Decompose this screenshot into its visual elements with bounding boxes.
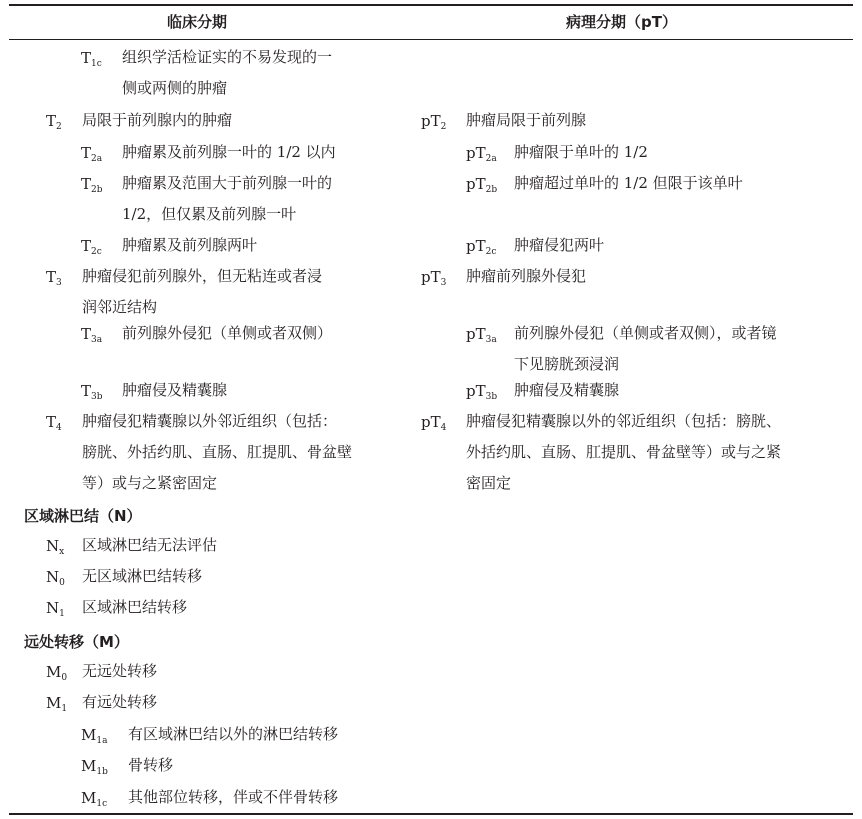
stage-description-pt3b bbox=[514, 375, 619, 406]
stage-code-t3: $T_3$ bbox=[46, 268, 62, 288]
stage-code-pt2a: $pT_{2a}$ bbox=[466, 144, 497, 164]
header-pathological: 病理分期（pT） bbox=[566, 13, 677, 31]
description-line: 肿瘤累及范围大于前列腺一叶的 bbox=[122, 174, 333, 192]
description-line: 前列腺外侵犯（单侧或者双侧） bbox=[122, 324, 333, 342]
description-line: 区域淋巴结无法评估 bbox=[82, 536, 218, 554]
description-line: 润邻近结构 bbox=[82, 298, 158, 316]
stage-description-t2c bbox=[122, 230, 257, 261]
stage-code-n1: $N_1$ bbox=[46, 599, 65, 619]
description-line: 其他部位转移，伴或不伴骨转移 bbox=[128, 788, 339, 806]
description-line: 肿瘤侵犯精囊腺以外邻近组织（包括： bbox=[82, 412, 338, 430]
stage-code-nx: $N_x$ bbox=[46, 537, 65, 557]
stage-description-pt3a bbox=[514, 318, 777, 380]
stage-code-t2b: $T_{2b}$ bbox=[81, 175, 103, 195]
description-line: 肿瘤限于单叶的 1/2 bbox=[514, 143, 648, 161]
description-line: 肿瘤侵及精囊腺 bbox=[514, 381, 620, 399]
description-line: 区域淋巴结转移 bbox=[82, 598, 188, 616]
description-line: 肿瘤侵犯两叶 bbox=[514, 236, 605, 254]
description-line: 外括约肌、直肠、肛提肌、骨盆壁等）或与之紧 bbox=[466, 443, 782, 461]
description-line: 肿瘤前列腺外侵犯 bbox=[466, 267, 587, 285]
stage-code-m1b: $M_{1b}$ bbox=[81, 757, 108, 777]
description-line: 无区域淋巴结转移 bbox=[82, 567, 203, 585]
stage-description-n1 bbox=[82, 592, 187, 623]
stage-code-t1c: $T_{1c}$ bbox=[81, 49, 102, 69]
section-distant-metastasis: 远处转移（M） bbox=[24, 633, 129, 651]
description-line: 密固定 bbox=[466, 474, 512, 492]
description-line: 下见膀胱颈浸润 bbox=[514, 355, 620, 373]
description-line: 有远处转移 bbox=[82, 693, 158, 711]
description-line: 肿瘤局限于前列腺 bbox=[466, 111, 587, 129]
stage-code-t3a: $T_{3a}$ bbox=[81, 325, 103, 345]
section-regional-nodes: 区域淋巴结（N） bbox=[24, 507, 142, 525]
stage-code-t3b: $T_{3b}$ bbox=[81, 382, 103, 402]
stage-description-t4 bbox=[82, 406, 352, 499]
stage-description-m1c bbox=[128, 782, 338, 813]
stage-description-t2 bbox=[82, 105, 232, 136]
stage-code-pt3a: $pT_{3a}$ bbox=[466, 325, 497, 345]
stage-code-t2c: $T_{2c}$ bbox=[81, 237, 102, 257]
stage-code-m0: $M_0$ bbox=[46, 663, 68, 683]
stage-description-pt4 bbox=[466, 406, 781, 499]
description-line: 无远处转移 bbox=[82, 662, 158, 680]
description-line: 有区域淋巴结以外的淋巴结转移 bbox=[128, 725, 339, 743]
stage-description-n0 bbox=[82, 561, 202, 592]
stage-code-t2a: $T_{2a}$ bbox=[81, 144, 103, 164]
stage-description-m1a bbox=[128, 719, 338, 750]
stage-code-pt2b: $pT_{2b}$ bbox=[466, 175, 498, 195]
stage-code-pt4: $pT_4$ bbox=[421, 413, 447, 433]
stage-code-pt3b: $pT_{3b}$ bbox=[466, 382, 498, 402]
stage-description-pt3 bbox=[466, 261, 586, 292]
stage-description-pt2c bbox=[514, 230, 604, 261]
stage-code-m1c: $M_{1c}$ bbox=[81, 789, 108, 809]
header-rule bbox=[9, 39, 853, 40]
description-line: 局限于前列腺内的肿瘤 bbox=[82, 111, 233, 129]
header-clinical: 临床分期 bbox=[167, 13, 228, 31]
description-line: 肿瘤累及前列腺两叶 bbox=[122, 236, 258, 254]
description-line: 肿瘤侵犯前列腺外，但无粘连或者浸 bbox=[82, 267, 323, 285]
description-line: 肿瘤累及前列腺一叶的 1/2 以内 bbox=[122, 143, 336, 161]
stage-description-t1c bbox=[122, 42, 332, 104]
description-line: 1/2，但仅累及前列腺一叶 bbox=[122, 205, 297, 223]
stage-description-t2b bbox=[122, 168, 332, 230]
top-rule bbox=[9, 4, 853, 6]
stage-code-pt2c: $pT_{2c}$ bbox=[466, 237, 497, 257]
stage-description-t3a bbox=[122, 318, 332, 349]
stage-code-pt2: $pT_2$ bbox=[421, 112, 447, 132]
stage-description-nx bbox=[82, 530, 217, 561]
stage-description-t2a bbox=[122, 137, 336, 168]
description-line: 肿瘤侵及精囊腺 bbox=[122, 381, 228, 399]
stage-code-pt3: $pT_3$ bbox=[421, 268, 447, 288]
stage-code-t4: $T_4$ bbox=[46, 413, 62, 433]
stage-description-pt2b bbox=[514, 168, 743, 199]
stage-code-m1: $M_1$ bbox=[46, 694, 68, 714]
description-line: 前列腺外侵犯（单侧或者双侧），或者镜 bbox=[514, 324, 777, 342]
stage-description-m1b bbox=[128, 750, 173, 781]
bottom-rule bbox=[9, 813, 853, 815]
stage-description-t3 bbox=[82, 261, 322, 323]
stage-description-pt2 bbox=[466, 105, 586, 136]
stage-description-m0 bbox=[82, 656, 157, 687]
stage-description-m1 bbox=[82, 687, 157, 718]
description-line: 骨转移 bbox=[128, 756, 174, 774]
stage-description-t3b bbox=[122, 375, 227, 406]
description-line: 等）或与之紧密固定 bbox=[82, 474, 218, 492]
description-line: 肿瘤侵犯精囊腺以外的邻近组织（包括：膀胱、 bbox=[466, 412, 782, 430]
stage-code-m1a: $M_{1a}$ bbox=[81, 726, 108, 746]
description-line: 膀胱、外括约肌、直肠、肛提肌、骨盆壁 bbox=[82, 443, 353, 461]
stage-code-t2: $T_2$ bbox=[46, 112, 62, 132]
description-line: 组织学活检证实的不易发现的一 bbox=[122, 48, 333, 66]
stage-description-pt2a bbox=[514, 137, 648, 168]
description-line: 肿瘤超过单叶的 1/2 但限于该单叶 bbox=[514, 174, 743, 192]
stage-code-n0: $N_0$ bbox=[46, 568, 65, 588]
description-line: 侧或两侧的肿瘤 bbox=[122, 79, 228, 97]
